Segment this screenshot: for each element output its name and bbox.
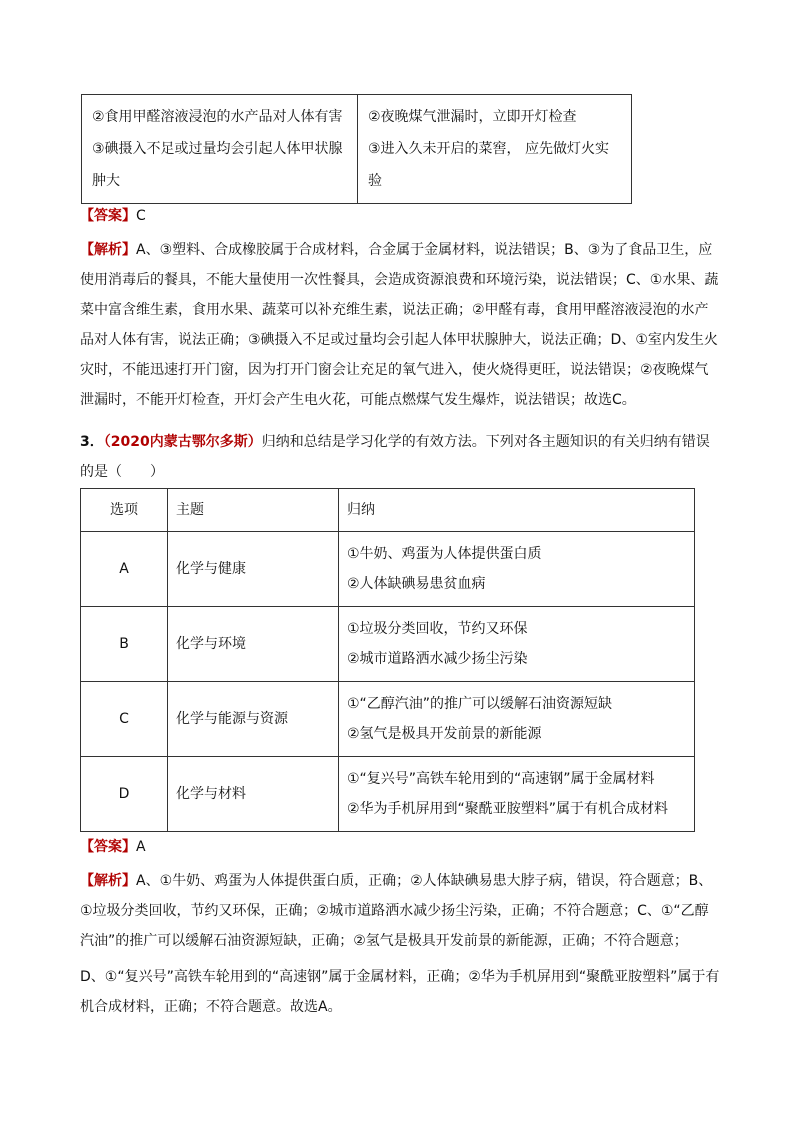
q3-summary-table: [80, 488, 695, 832]
q2-answer: [80, 201, 720, 231]
summary-line: ①“复兴号”高铁车轮用到的“高速钢”属于金属材料: [347, 771, 655, 787]
row-option: B: [81, 607, 168, 682]
question-source: （2020内蒙古鄂尔多斯）: [103, 434, 262, 450]
row-topic: 化学与健康: [168, 532, 339, 607]
summary-line: ①牛奶、鸡蛋为人体提供蛋白质: [347, 546, 542, 562]
answer-value: A: [136, 839, 146, 855]
row-topic: 化学与能源与资源: [168, 682, 339, 757]
header-option: 选项: [81, 489, 168, 532]
analysis-text: D、①“复兴号”高铁车轮用到的“高速钢”属于金属材料，正确；②华为手机屏用到“聚酰亚胺塑料”属于有机合成材料，正确；不符合题意。故选A。: [80, 969, 720, 1015]
table-header-row: [81, 489, 695, 532]
summary-line: ①垃圾分类回收，节约又环保: [347, 621, 528, 637]
q2-analysis: [80, 235, 720, 415]
row-option: A: [81, 532, 168, 607]
answer-tag: 【答案】: [80, 208, 136, 224]
row-summary: [339, 682, 695, 757]
question-number: 3．: [80, 434, 104, 450]
options-cell-left: [82, 95, 358, 204]
summary-line: ②城市道路洒水减少扬尘污染: [347, 651, 528, 667]
question2-options-table: [81, 94, 632, 204]
summary-line: ②华为手机屏用到“聚酰亚胺塑料”属于有机合成材料: [347, 801, 669, 817]
row-option: D: [81, 757, 168, 832]
summary-line: ②氢气是极具开发前景的新能源: [347, 726, 542, 742]
analysis-tag: 【解析】: [80, 242, 136, 258]
table-row: [81, 532, 695, 607]
answer-tag: 【答案】: [80, 839, 136, 855]
option-line: ③进入久未开启的菜窖， 应先做灯火实验: [368, 141, 609, 189]
analysis-tag: 【解析】: [80, 873, 136, 889]
options-cell-right: [358, 95, 632, 204]
row-summary: [339, 607, 695, 682]
header-summary: 归纳: [339, 489, 695, 532]
option-line: ③碘摄入不足或过量均会引起人体甲状腺肿大: [92, 141, 343, 189]
row-topic: 化学与材料: [168, 757, 339, 832]
q3-analysis: [80, 866, 720, 956]
summary-line: ①“乙醇汽油”的推广可以缓解石油资源短缺: [347, 696, 613, 712]
option-line: ②夜晚煤气泄漏时，立即开灯检查: [368, 109, 577, 125]
question-text: 归纳和总结是学习化学的有效方法。下列对各主题知识的有关归纳有错误的是（ ）: [80, 434, 710, 480]
analysis-text: A、③塑料、合成橡胶属于合成材料，合金属于金属材料，说法错误；B、③为了食品卫生，应使用消毒后的餐具，不能大量使用一次性餐具，会造成资源浪费和环境污染，说法错误；C、①水果、蔬菜中富含维生素，食用水果、蔬菜可以补充维生素，说法正确；②甲醛有毒，食用甲醛溶液浸泡的水产品对人体有害，说法正确；③碘摄入不足或过量均会引起人体甲状腺肿大，说法正确；D、①室内发生火灾时，不能迅速打开门窗，因为打开门窗会让充足的氧气进入，使火烧得更旺，说法错误；②夜晚煤气泄漏时，不能开灯检查，开灯会产生电火花，可能点燃煤气发生爆炸，说法错误；故选C。: [80, 242, 719, 408]
row-topic: 化学与环境: [168, 607, 339, 682]
row-summary: [339, 532, 695, 607]
table-row: [81, 682, 695, 757]
table-row: [81, 757, 695, 832]
q3-answer: [80, 832, 720, 862]
answer-value: C: [136, 208, 146, 224]
q3-stem: [80, 427, 720, 487]
q3-analysis-continued: [80, 962, 720, 1022]
row-summary: [339, 757, 695, 832]
summary-line: ②人体缺碘易患贫血病: [347, 576, 486, 592]
option-line: ②食用甲醛溶液浸泡的水产品对人体有害: [92, 109, 343, 125]
row-option: C: [81, 682, 168, 757]
table-row: [81, 607, 695, 682]
analysis-text: A、①牛奶、鸡蛋为人体提供蛋白质，正确；②人体缺碘易患大脖子病，错误，符合题意；B、①垃圾分类回收，节约又环保，正确；②城市道路洒水减少扬尘污染，正确；不符合题意；C、①“乙醇汽油”的推广可以缓解石油资源短缺，正确；②氢气是极具开发前景的新能源，正确；不符合题意；: [80, 873, 713, 949]
header-topic: 主题: [168, 489, 339, 532]
